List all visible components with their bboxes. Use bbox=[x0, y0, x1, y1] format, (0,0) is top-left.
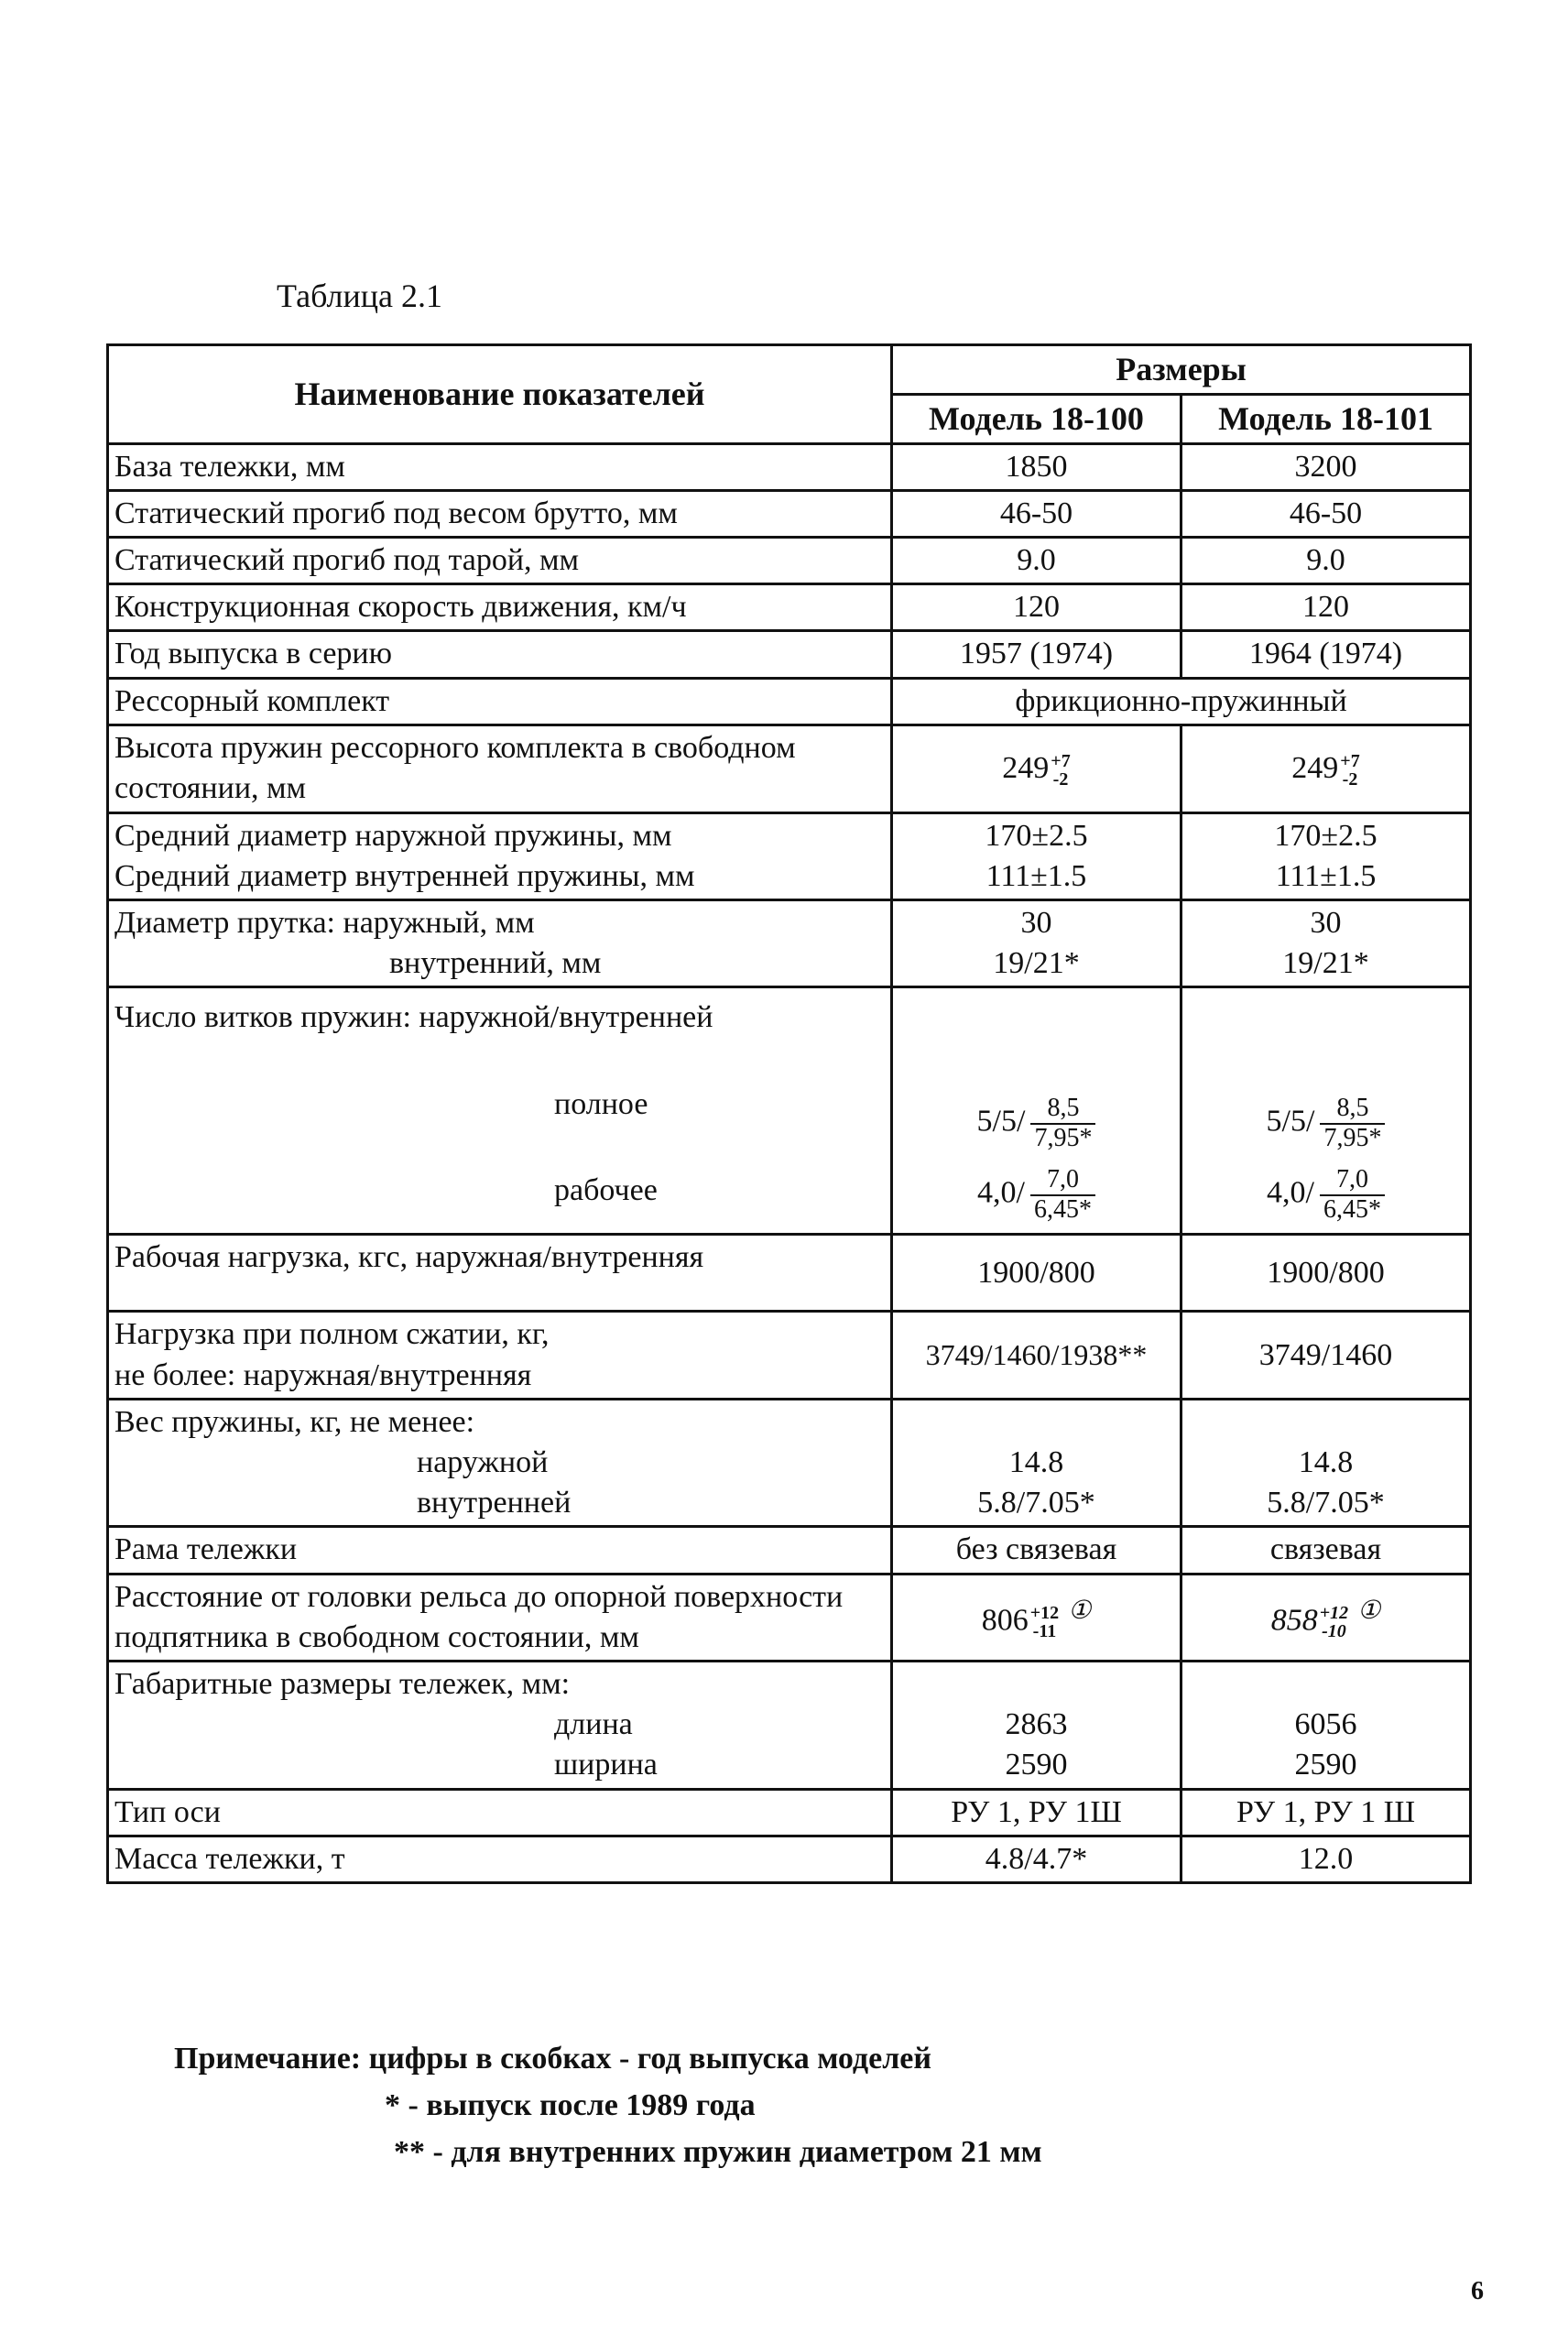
numerator: 7,0 bbox=[1030, 1166, 1095, 1196]
table-row bbox=[108, 1527, 1471, 1574]
note-line-3: ** - для внутренних пружин диаметром 21 мм bbox=[394, 2135, 1042, 2169]
value-inner: 5.8/7.05* bbox=[1267, 1486, 1385, 1520]
revision-mark: ① bbox=[1068, 1596, 1092, 1625]
revision-mark: ① bbox=[1357, 1596, 1381, 1625]
label-dims: Габаритные размеры тележек, мм: bbox=[114, 1666, 571, 1701]
denominator: 7,95* bbox=[1034, 1124, 1093, 1153]
tolerance bbox=[1320, 1604, 1348, 1640]
cell-model-1: без связевая bbox=[892, 1527, 1181, 1574]
fraction bbox=[1030, 1095, 1095, 1153]
row-label: Тип оси bbox=[108, 1789, 892, 1836]
tol-up: +7 bbox=[1051, 751, 1071, 772]
table-row bbox=[108, 1235, 1471, 1312]
value-width: 2590 bbox=[1005, 1748, 1068, 1782]
label-length: длина bbox=[554, 1707, 633, 1742]
row-label: Масса тележки, т bbox=[108, 1836, 892, 1882]
value-outer: 30 bbox=[1020, 906, 1052, 941]
denominator: 6,45* bbox=[1033, 1194, 1092, 1224]
table-row bbox=[108, 1789, 1471, 1836]
fraction bbox=[1030, 1166, 1095, 1225]
label-inner: внутренний, мм bbox=[389, 946, 602, 981]
tolerance bbox=[1051, 752, 1070, 789]
value-inner: 19/21* bbox=[993, 946, 1080, 981]
tol-up: +12 bbox=[1029, 1603, 1060, 1624]
cell-model-1: 3749/1460/1938** bbox=[892, 1312, 1181, 1399]
table-row bbox=[108, 725, 1471, 812]
cell-model-1 bbox=[892, 987, 1181, 1235]
cell-model-2 bbox=[1181, 812, 1471, 899]
note-line-2: * - выпуск после 1989 года bbox=[385, 2088, 756, 2122]
cell-model-1: 4.8/4.7* bbox=[892, 1836, 1181, 1882]
value-inner: 5.8/7.05* bbox=[977, 1486, 1095, 1520]
value-inner: 111±1.5 bbox=[1275, 858, 1377, 893]
value-inner: 19/21* bbox=[1282, 946, 1369, 981]
value-work bbox=[1188, 1166, 1464, 1225]
tol-up: +12 bbox=[1319, 1603, 1349, 1624]
row-label bbox=[108, 1661, 892, 1789]
label-inner: внутренней bbox=[417, 1486, 572, 1520]
cell-model-2 bbox=[1181, 987, 1471, 1235]
value: 249 bbox=[1291, 751, 1339, 786]
row-label: Рессорный комплект bbox=[108, 678, 892, 725]
row-label: Статический прогиб под весом брутто, мм bbox=[108, 490, 892, 537]
header-model-2: Модель 18-101 bbox=[1181, 394, 1471, 443]
row-label: Статический прогиб под тарой, мм bbox=[108, 537, 892, 583]
tol-down: -2 bbox=[1342, 769, 1358, 790]
label-outer: Диаметр прутка: наружный, мм bbox=[114, 906, 535, 941]
header-name-col: Наименование показателей bbox=[108, 345, 892, 444]
cell-model-2: связевая bbox=[1181, 1527, 1471, 1574]
cell-model-1 bbox=[892, 1399, 1181, 1527]
prefix: 4,0/ bbox=[1267, 1175, 1314, 1210]
cell-model-1 bbox=[892, 812, 1181, 899]
numerator: 8,5 bbox=[1320, 1095, 1385, 1125]
value: 858 bbox=[1270, 1602, 1318, 1637]
label-line-2: не более: наружная/внутренняя bbox=[114, 1357, 532, 1392]
prefix: 5/5/ bbox=[1266, 1104, 1315, 1139]
value-length: 6056 bbox=[1294, 1707, 1357, 1742]
table-row bbox=[108, 1574, 1471, 1661]
cell-model-1: 1850 bbox=[892, 443, 1181, 490]
cell-model-2: 3200 bbox=[1181, 443, 1471, 490]
value: 249 bbox=[1002, 751, 1050, 786]
cell-model-1: 1957 (1974) bbox=[892, 631, 1181, 678]
cell-model-1: 9.0 bbox=[892, 537, 1181, 583]
table-row bbox=[108, 900, 1471, 987]
value: 806 bbox=[981, 1602, 1029, 1637]
value-length: 2863 bbox=[1005, 1707, 1068, 1742]
cell-model-2: РУ 1, РУ 1 Ш bbox=[1181, 1789, 1471, 1836]
label-full: полное bbox=[554, 1086, 648, 1121]
row-label: Конструкционная скорость движения, км/ч bbox=[108, 584, 892, 631]
tol-down: -10 bbox=[1322, 1621, 1346, 1642]
row-label: Расстояние от головки рельса до опорной поверхности подпятника в свободном состоянии, мм bbox=[108, 1574, 892, 1661]
cell-model-2: 9.0 bbox=[1181, 537, 1471, 583]
table-row bbox=[108, 678, 1471, 725]
cell-model-2: 1964 (1974) bbox=[1181, 631, 1471, 678]
cell-model-2: 12.0 bbox=[1181, 1836, 1471, 1882]
tol-up: +7 bbox=[1340, 751, 1360, 772]
value-full bbox=[1188, 1095, 1464, 1153]
note-line-1: Примечание: цифры в скобках - год выпуска моделей bbox=[174, 2042, 931, 2076]
table-row bbox=[108, 1836, 1471, 1882]
value-outer: 14.8 bbox=[1008, 1445, 1064, 1480]
cell-model-2: 46-50 bbox=[1181, 490, 1471, 537]
prefix: 4,0/ bbox=[977, 1175, 1025, 1210]
value-inner: 111±1.5 bbox=[985, 858, 1087, 893]
value-outer: 14.8 bbox=[1298, 1445, 1354, 1480]
cell-model-1 bbox=[892, 725, 1181, 812]
row-label bbox=[108, 1399, 892, 1527]
label-outer: наружной bbox=[417, 1445, 549, 1480]
table-row bbox=[108, 1399, 1471, 1527]
row-label: Высота пружин рессорного комплекта в свободном состоянии, мм bbox=[108, 725, 892, 812]
numerator: 8,5 bbox=[1030, 1095, 1095, 1125]
prefix: 5/5/ bbox=[976, 1104, 1026, 1139]
value-outer: 170±2.5 bbox=[1274, 818, 1377, 853]
table-row bbox=[108, 584, 1471, 631]
cell-model-2 bbox=[1181, 725, 1471, 812]
label-line-1: Нагрузка при полном сжатии, кг, bbox=[114, 1317, 550, 1352]
footnotes bbox=[174, 2035, 1042, 2175]
table-row bbox=[108, 1661, 1471, 1789]
table-row bbox=[108, 987, 1471, 1235]
value-full bbox=[898, 1095, 1174, 1153]
denominator: 6,45* bbox=[1323, 1194, 1381, 1224]
table-row bbox=[108, 537, 1471, 583]
denominator: 7,95* bbox=[1323, 1124, 1382, 1153]
cell-model-1: РУ 1, РУ 1Ш bbox=[892, 1789, 1181, 1836]
header-model-1: Модель 18-100 bbox=[892, 394, 1181, 443]
cell-model-2: 1900/800 bbox=[1181, 1235, 1471, 1312]
row-label bbox=[108, 900, 892, 987]
page-number: 6 bbox=[1471, 2277, 1484, 2305]
table-row bbox=[108, 631, 1471, 678]
row-label: Год выпуска в серию bbox=[108, 631, 892, 678]
row-label bbox=[108, 1312, 892, 1399]
tolerance bbox=[1340, 752, 1359, 789]
header-row bbox=[108, 345, 1471, 395]
tol-down: -2 bbox=[1052, 769, 1069, 790]
label-inner: Средний диаметр внутренней пружины, мм bbox=[114, 858, 695, 893]
label-work: рабочее bbox=[554, 1172, 658, 1207]
row-label: Рабочая нагрузка, кгс, наружная/внутренняя bbox=[108, 1235, 892, 1312]
label-turns: Число витков пружин: наружной/внутренней bbox=[114, 1000, 713, 1035]
row-label: База тележки, мм bbox=[108, 443, 892, 490]
table-caption: Таблица 2.1 bbox=[277, 278, 442, 314]
table-row bbox=[108, 812, 1471, 899]
fraction bbox=[1320, 1095, 1385, 1153]
cell-model-2 bbox=[1181, 1399, 1471, 1527]
numerator: 7,0 bbox=[1320, 1166, 1385, 1196]
table-row bbox=[108, 1312, 1471, 1399]
cell-model-1 bbox=[892, 900, 1181, 987]
row-label bbox=[108, 812, 892, 899]
label-width: ширина bbox=[554, 1748, 658, 1782]
tol-down: -11 bbox=[1032, 1621, 1057, 1642]
cell-model-2: 120 bbox=[1181, 584, 1471, 631]
spec-table bbox=[106, 343, 1472, 1884]
value-outer: 30 bbox=[1310, 906, 1342, 941]
tolerance bbox=[1030, 1604, 1059, 1640]
cell-model-2: 3749/1460 bbox=[1181, 1312, 1471, 1399]
value-width: 2590 bbox=[1294, 1748, 1357, 1782]
label-outer: Средний диаметр наружной пружины, мм bbox=[114, 818, 672, 853]
cell-model-1 bbox=[892, 1661, 1181, 1789]
header-sizes: Размеры bbox=[892, 345, 1471, 395]
cell-model-1 bbox=[892, 1574, 1181, 1661]
cell-model-1: 1900/800 bbox=[892, 1235, 1181, 1312]
value-work bbox=[898, 1166, 1174, 1225]
cell-model-2 bbox=[1181, 900, 1471, 987]
cell-model-1: 120 bbox=[892, 584, 1181, 631]
row-label: Рама тележки bbox=[108, 1527, 892, 1574]
value-outer: 170±2.5 bbox=[985, 818, 1088, 853]
cell-both-models: фрикционно-пружинный bbox=[892, 678, 1471, 725]
cell-model-2 bbox=[1181, 1574, 1471, 1661]
fraction bbox=[1320, 1166, 1385, 1225]
label-weight: Вес пружины, кг, не менее: bbox=[114, 1404, 475, 1439]
cell-model-2 bbox=[1181, 1661, 1471, 1789]
row-label bbox=[108, 987, 892, 1235]
table-row bbox=[108, 443, 1471, 490]
cell-model-1: 46-50 bbox=[892, 490, 1181, 537]
table-row bbox=[108, 490, 1471, 537]
